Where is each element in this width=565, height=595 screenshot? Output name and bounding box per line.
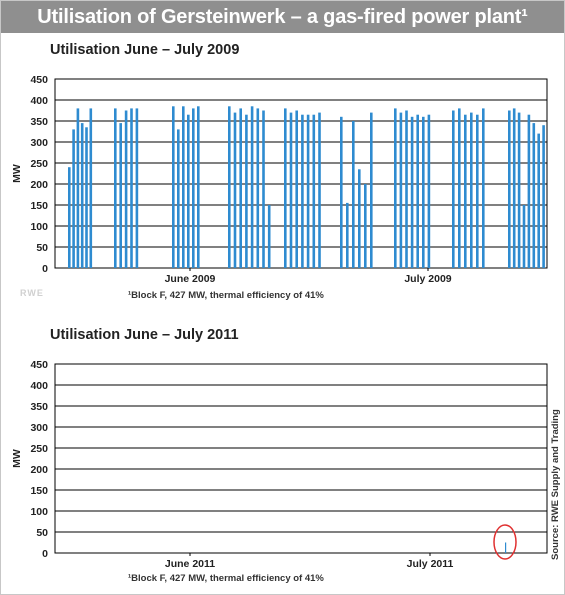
chart-bar <box>182 106 185 268</box>
x-tick-label: June 2011 <box>164 558 216 570</box>
chart-bar <box>505 543 506 554</box>
chart-bar <box>518 113 521 268</box>
y-tick-label: 200 <box>30 179 48 191</box>
chart-bar <box>458 108 461 268</box>
chart-2009-title: Utilisation June – July 2009 <box>50 42 240 58</box>
y-tick-label: 150 <box>30 200 48 212</box>
chart-bar <box>542 125 545 268</box>
chart-bar <box>187 115 190 268</box>
y-tick-label: 350 <box>30 116 48 128</box>
plot-frame <box>55 79 547 268</box>
chart-bar <box>513 108 516 268</box>
highlight-circle <box>494 525 516 559</box>
chart-bar <box>290 113 293 268</box>
chart-2011-footnote: ¹Block F, 427 MW, thermal efficiency of 41% <box>128 573 324 584</box>
chart-bar <box>364 184 367 268</box>
y-tick-label: 150 <box>30 485 48 497</box>
chart-bar <box>72 129 75 268</box>
chart-bar <box>284 108 287 268</box>
x-tick-label: July 2009 <box>404 273 452 285</box>
chart-bar <box>318 113 321 268</box>
chart-bar <box>77 108 80 268</box>
chart-bar <box>251 106 254 268</box>
y-tick-label: 250 <box>30 158 48 170</box>
y-tick-label: 450 <box>30 359 48 371</box>
y-tick-label: 100 <box>30 506 48 518</box>
chart-bar <box>416 115 419 268</box>
chart-bar <box>172 106 175 268</box>
chart-2011 <box>0 355 565 585</box>
chart-bar <box>301 115 304 268</box>
chart-bar <box>81 123 84 268</box>
chart-bar <box>257 108 260 268</box>
chart-bar <box>90 108 93 268</box>
chart-bar <box>68 167 71 268</box>
chart-bar <box>346 203 349 268</box>
chart-bar <box>192 108 195 268</box>
y-tick-label: 400 <box>30 95 48 107</box>
chart-bar <box>114 108 117 268</box>
x-tick-label: July 2011 <box>406 558 454 570</box>
chart-2009-footnote: ¹Block F, 427 MW, thermal efficiency of 41% <box>128 290 324 301</box>
chart-bar <box>452 111 455 269</box>
chart-bar <box>464 115 467 268</box>
chart-bar <box>352 121 355 268</box>
page-title: Utilisation of Gersteinwerk – a gas-fired power plant¹ <box>1 1 564 33</box>
chart-bar <box>523 205 526 268</box>
chart-bar <box>85 127 88 268</box>
chart-bar <box>528 115 531 268</box>
y-tick-label: 250 <box>30 443 48 455</box>
chart-bar <box>130 108 133 268</box>
chart-bar <box>119 123 122 268</box>
y-tick-label: 400 <box>30 380 48 392</box>
chart-bar <box>533 123 536 268</box>
chart-bar <box>394 108 397 268</box>
chart-bar <box>470 113 473 268</box>
y-tick-label: 450 <box>30 74 48 86</box>
chart-bar <box>411 117 414 268</box>
y-tick-label: 50 <box>36 242 48 254</box>
y-tick-label: 300 <box>30 137 48 149</box>
chart-bar <box>476 115 479 268</box>
chart-bar <box>125 111 128 269</box>
chart-bar <box>370 113 373 268</box>
y-axis-label: MW <box>11 164 23 183</box>
y-tick-label: 300 <box>30 422 48 434</box>
y-tick-label: 350 <box>30 401 48 413</box>
chart-bar <box>262 111 265 269</box>
rwe-watermark: RWE <box>20 288 44 298</box>
y-tick-label: 50 <box>36 527 48 539</box>
source-note: Source: RWE Supply and Trading <box>550 409 561 560</box>
chart-2011-title: Utilisation June – July 2011 <box>50 327 239 343</box>
chart-bar <box>268 205 271 268</box>
chart-bar <box>197 106 200 268</box>
chart-bar <box>295 111 298 269</box>
chart-bar <box>313 115 316 268</box>
y-tick-label: 0 <box>42 263 48 275</box>
chart-bar <box>537 134 540 268</box>
chart-bar <box>136 108 139 268</box>
chart-bar <box>482 108 485 268</box>
chart-bar <box>428 115 431 268</box>
chart-bar <box>239 108 242 268</box>
chart-bar <box>307 115 310 268</box>
y-axis-label: MW <box>11 449 23 468</box>
y-tick-label: 200 <box>30 464 48 476</box>
chart-bar <box>508 111 511 269</box>
chart-bar <box>340 117 343 268</box>
x-tick-label: June 2009 <box>164 273 216 285</box>
chart-bar <box>422 117 425 268</box>
chart-bar <box>177 129 180 268</box>
plot-frame <box>55 364 547 553</box>
chart-bar <box>358 169 361 268</box>
chart-2009 <box>0 70 565 300</box>
chart-bar <box>245 115 248 268</box>
y-tick-label: 0 <box>42 548 48 560</box>
chart-bar <box>405 111 408 269</box>
chart-bar <box>400 113 403 268</box>
chart-bar <box>228 106 231 268</box>
chart-bar <box>234 113 237 268</box>
y-tick-label: 100 <box>30 221 48 233</box>
